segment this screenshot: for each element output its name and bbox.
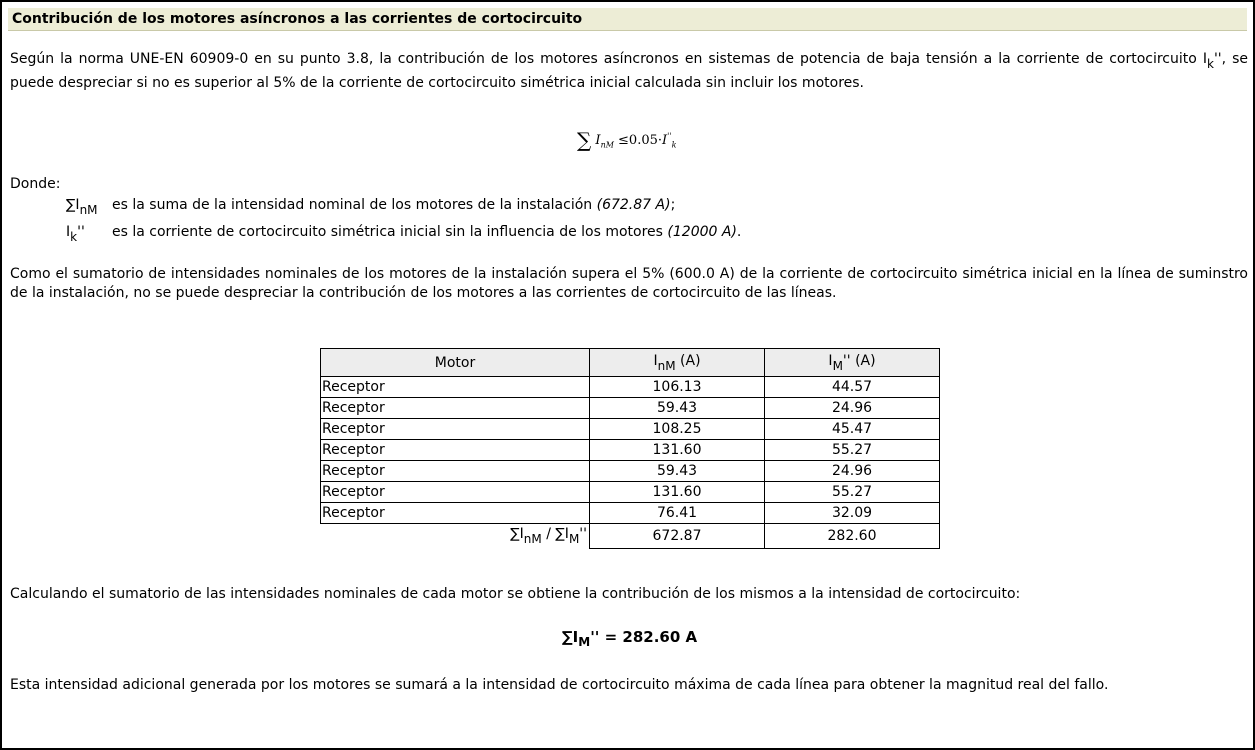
definition-ik: $I_k''$ es la corriente de cortocircuito simétrica inicial sin la influencia de los motores (12000 A). bbox=[66, 222, 741, 242]
definition-text: es la corriente de cortocircuito simétrica inicial sin la influencia de los motores bbox=[112, 224, 663, 240]
table-header-row bbox=[321, 349, 940, 377]
intro-text-2: '', se puede despreciar si no es superior al 5% de la corriente de cortocircuito simétrica inicial calculada sin incluir los motores. bbox=[10, 51, 1249, 91]
definition-symbol: $I_k''$ bbox=[66, 224, 85, 244]
table-row: Receptor 59.43 24.96 bbox=[321, 398, 940, 419]
definition-sum-inm: $\sum I_{nM}$ es la suma de la intensidad nominal de los motores de la instalación (672.87 A); bbox=[66, 195, 675, 215]
table-row: Receptor 108.25 45.47 bbox=[321, 419, 940, 440]
criterion-formula: ∑ $I_{nM} \le 0.05\cdot I''_k$ bbox=[577, 128, 677, 152]
conclusion-paragraph: Como el sumatorio de intensidades nominales de los motores de la instalación supera el 5% (600.0 A) de la corriente de cortocircuito simétrica inicial en la línea de suminstro de la instalación, no se puede despreciar la contribución de los motores a las corrientes de cortocircuito de las líneas. bbox=[10, 266, 1248, 301]
definition-symbol: $\sum I_{nM}$ bbox=[66, 197, 98, 217]
header-motor: Motor bbox=[321, 349, 590, 377]
table-row: Receptor 59.43 24.96 bbox=[321, 461, 940, 482]
closing-paragraph: Esta intensidad adicional generada por los motores se sumará a la intensidad de cortocircuito máxima de cada línea para obtener la magnitud real del fallo. bbox=[10, 677, 1109, 693]
intro-text-1: Según la norma UNE-EN 60909-0 en su punto 3.8, la contribución de los motores asíncronos en sistemas de potencia de baja tensión a la corriente de cortocircuito bbox=[10, 51, 1197, 67]
calc-paragraph: Calculando el sumatorio de las intensidades nominales de cada motor se obtiene la contribución de los mismos a la intensidad de cortocircuito: bbox=[10, 586, 1021, 602]
total-im: 282.60 bbox=[765, 524, 940, 549]
header-inm: $I_{nM}$ (A) bbox=[590, 349, 765, 377]
total-inm: 672.87 bbox=[590, 524, 765, 549]
table-total-row bbox=[321, 524, 940, 549]
definition-text: es la suma de la intensidad nominal de los motores de la instalación bbox=[112, 197, 593, 213]
section-title: Contribución de los motores asíncronos a las corrientes de cortocircuito bbox=[8, 8, 1247, 31]
table-row: Receptor 131.60 55.27 bbox=[321, 440, 940, 461]
header-im: $I_M''$ (A) bbox=[765, 349, 940, 377]
total-label: $\sum I_{nM} / \sum I_M''$ bbox=[510, 526, 587, 547]
table-row: Receptor 131.60 55.27 bbox=[321, 482, 940, 503]
intro-paragraph bbox=[10, 50, 1248, 93]
definition-value: (12000 A) bbox=[667, 224, 737, 240]
definition-value: (672.87 A) bbox=[596, 197, 671, 213]
motor-contribution-table bbox=[320, 348, 940, 549]
result-formula: $\sum I_M'' = 282.60$ A bbox=[561, 628, 698, 649]
table-row: Receptor 106.13 44.57 bbox=[321, 377, 940, 398]
table-row: Receptor 76.41 32.09 bbox=[321, 503, 940, 524]
donde-label: Donde: bbox=[10, 176, 61, 192]
ik-symbol: $I_k$ bbox=[1202, 51, 1214, 71]
